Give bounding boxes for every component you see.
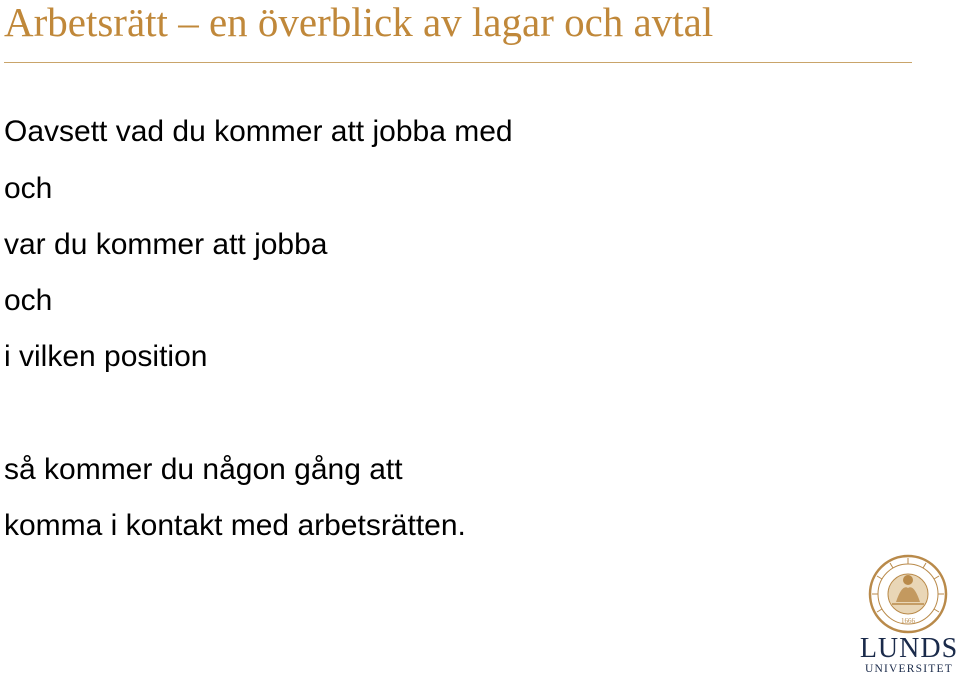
body-line-7: komma i kontakt med arbetsrätten. xyxy=(4,509,466,542)
wordmark-line-2: UNIVERSITET xyxy=(865,663,953,675)
body-line-5: i vilken position xyxy=(4,340,208,373)
title-divider xyxy=(4,62,912,63)
university-wordmark xyxy=(858,633,960,676)
body-line-3: var du kommer att jobba xyxy=(4,228,328,261)
slide-title: Arbetsrätt – en överblick av lagar och avtal xyxy=(4,0,714,45)
university-logo xyxy=(858,554,960,676)
body-line-4: och xyxy=(4,284,53,317)
body-line-6: så kommer du någon gång att xyxy=(4,453,403,486)
university-seal-icon xyxy=(868,554,948,634)
wordmark-line-1: LUNDS xyxy=(859,633,959,664)
body-line-1: Oavsett vad du kommer att jobba med xyxy=(4,115,513,148)
seal-year: 1666 xyxy=(901,617,915,625)
body-line-2: och xyxy=(4,172,53,205)
